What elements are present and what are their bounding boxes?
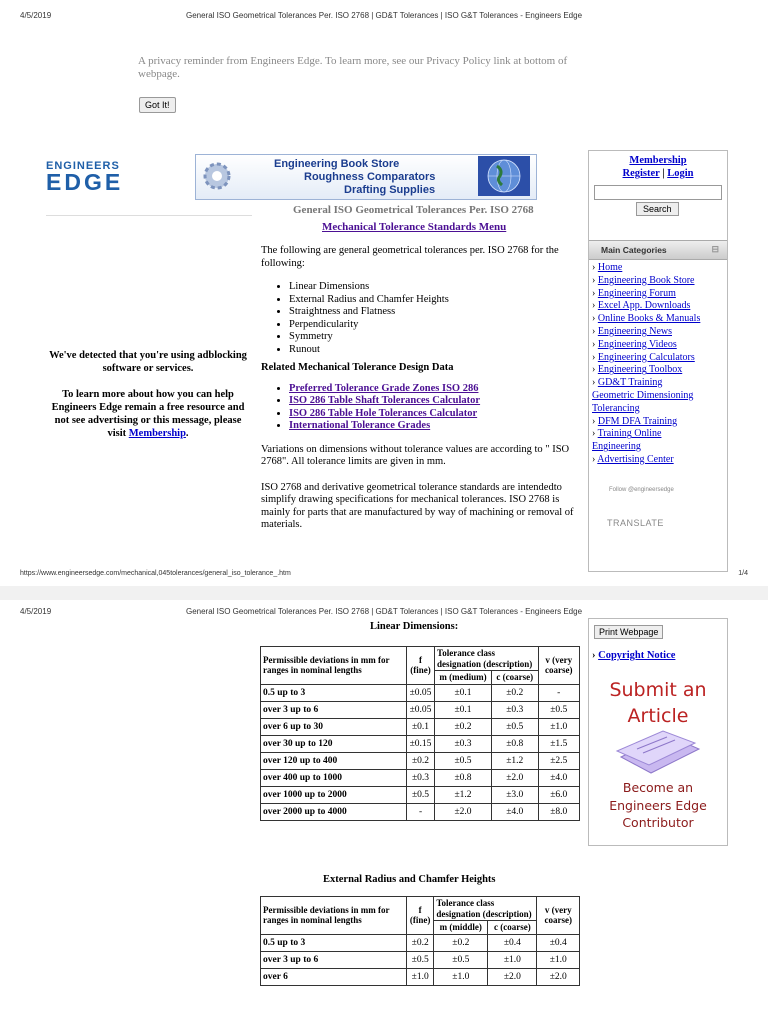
value-cell: ±1.0 bbox=[538, 718, 579, 735]
col-header: f (fine) bbox=[407, 897, 434, 935]
category-link[interactable]: Engineering Forum bbox=[597, 287, 676, 299]
tolerance-menu-link[interactable]: Mechanical Tolerance Standards Menu bbox=[322, 221, 507, 233]
col-header: f (fine) bbox=[407, 647, 435, 685]
divider bbox=[46, 215, 252, 216]
category-item: › Engineering Videos bbox=[592, 338, 677, 350]
value-cell: ±4.0 bbox=[538, 769, 579, 786]
account-links bbox=[589, 151, 727, 180]
category-item: › Engineering Forum bbox=[592, 287, 676, 299]
table-row bbox=[261, 968, 580, 985]
related-links bbox=[261, 383, 579, 433]
value-cell: ±0.2 bbox=[435, 718, 492, 735]
col-header: Tolerance class designation (description) bbox=[434, 897, 537, 921]
table-row bbox=[261, 786, 580, 803]
value-cell: ±0.5 bbox=[491, 718, 538, 735]
value-cell: ±0.1 bbox=[435, 701, 492, 718]
category-item: › Online Books & Manuals bbox=[592, 313, 701, 325]
category-link[interactable]: Excel App. Downloads bbox=[597, 300, 691, 312]
list-item: • External Radius and Chamfer Heights bbox=[289, 294, 579, 307]
category-item: › Advertising Center bbox=[592, 453, 674, 465]
col-header: Tolerance class designation (description) bbox=[435, 647, 538, 671]
category-item bbox=[592, 390, 726, 416]
logo-line2: EDGE bbox=[46, 169, 124, 195]
copyright-item: › Copyright Notice bbox=[592, 650, 676, 661]
category-link[interactable]: Engineering Book Store bbox=[597, 274, 695, 286]
submit-article-heading[interactable] bbox=[589, 677, 727, 729]
related-link[interactable]: ISO 286 Table Hole Tolerances Calculator bbox=[289, 407, 478, 419]
linear-title: Linear Dimensions: bbox=[370, 621, 459, 632]
col-header: c (coarse) bbox=[488, 921, 537, 935]
value-cell: ±0.2 bbox=[491, 684, 538, 701]
category-link[interactable]: DFM DFA Training bbox=[597, 415, 678, 427]
adblock-text: To learn more about how you can help Engineers Edge remain a free resource and not see advertising or this message, please visit bbox=[51, 389, 245, 439]
value-cell: ±0.2 bbox=[407, 934, 434, 951]
collapse-icon[interactable]: ⊟ bbox=[711, 244, 719, 254]
adblock-line2 bbox=[48, 388, 248, 440]
submit-line1: Submit an bbox=[609, 679, 707, 701]
category-link[interactable]: Advertising Center bbox=[597, 453, 674, 465]
banner-line1: Engineering Book Store bbox=[274, 158, 400, 170]
col-header: v (very coarse) bbox=[538, 647, 579, 685]
category-item: › Training Online bbox=[592, 428, 662, 440]
follow-link[interactable]: Follow @engineersedge bbox=[609, 487, 674, 493]
adblock-end: . bbox=[185, 428, 189, 439]
external-table-body bbox=[261, 934, 580, 985]
value-cell: ±0.3 bbox=[491, 701, 538, 718]
category-link[interactable]: Engineering Videos bbox=[597, 338, 677, 350]
table-row bbox=[261, 803, 580, 820]
category-link[interactable]: Engineering Toolbox bbox=[597, 364, 683, 376]
value-cell: ±1.2 bbox=[491, 752, 538, 769]
value-cell: ±0.5 bbox=[435, 752, 492, 769]
translate-label[interactable]: TRANSLATE bbox=[607, 518, 664, 528]
value-cell: ±0.05 bbox=[407, 701, 435, 718]
category-link[interactable]: Geometric Dimensioning Tolerancing bbox=[592, 389, 694, 414]
pdf-page-2 bbox=[0, 600, 768, 1024]
col-header: v (very coarse) bbox=[537, 897, 580, 935]
table-header-row bbox=[261, 897, 580, 921]
value-cell: ±0.5 bbox=[434, 951, 488, 968]
list-item bbox=[289, 408, 579, 421]
col-header: m (middle) bbox=[434, 921, 488, 935]
search-button[interactable]: Search bbox=[636, 202, 679, 216]
value-cell: ±3.0 bbox=[491, 786, 538, 803]
table-row bbox=[261, 735, 580, 752]
range-cell: 0.5 up to 3 bbox=[261, 684, 407, 701]
table-row bbox=[261, 752, 580, 769]
linear-table-body bbox=[261, 684, 580, 820]
category-item: › GD&T Training bbox=[592, 377, 663, 389]
value-cell: ±1.0 bbox=[434, 968, 488, 985]
value-cell: ±0.1 bbox=[435, 684, 492, 701]
list-item bbox=[289, 383, 579, 396]
list-item: • Linear Dimensions bbox=[289, 281, 579, 294]
category-item: › Home bbox=[592, 262, 623, 273]
categories-list bbox=[592, 262, 726, 467]
list-item bbox=[289, 420, 579, 433]
value-cell: ±0.15 bbox=[407, 735, 435, 752]
value-cell: ±4.0 bbox=[491, 803, 538, 820]
category-item: › Engineering Book Store bbox=[592, 274, 695, 286]
range-cell: over 3 up to 6 bbox=[261, 951, 407, 968]
category-item: › DFM DFA Training bbox=[592, 415, 678, 427]
value-cell: ±1.5 bbox=[538, 735, 579, 752]
become-line: Become an bbox=[622, 780, 694, 795]
register-link[interactable]: Register bbox=[622, 168, 660, 179]
sidebar-page2 bbox=[588, 618, 728, 846]
category-link[interactable]: GD&T Training bbox=[597, 377, 663, 389]
value-cell: ±1.0 bbox=[488, 951, 537, 968]
copyright-link[interactable]: Copyright Notice bbox=[598, 650, 676, 661]
got-it-button[interactable]: Got It! bbox=[139, 97, 176, 113]
print-footer bbox=[20, 570, 748, 577]
value-cell: - bbox=[407, 803, 435, 820]
value-cell: ±0.4 bbox=[488, 934, 537, 951]
linear-table bbox=[260, 646, 580, 821]
categories-header bbox=[589, 240, 727, 260]
range-cell: over 30 up to 120 bbox=[261, 735, 407, 752]
value-cell: ±0.8 bbox=[435, 769, 492, 786]
category-item: › Engineering Calculators bbox=[592, 351, 695, 363]
value-cell: ±2.0 bbox=[488, 968, 537, 985]
ad-banner[interactable] bbox=[195, 154, 537, 200]
external-table bbox=[260, 896, 580, 986]
globe-icon bbox=[478, 156, 530, 196]
category-link[interactable]: Engineering bbox=[592, 441, 641, 453]
category-link[interactable]: Online Books & Manuals bbox=[597, 313, 701, 325]
value-cell: ±8.0 bbox=[538, 803, 579, 820]
sidebar bbox=[588, 150, 728, 572]
range-cell: over 6 up to 30 bbox=[261, 718, 407, 735]
value-cell: ±1.2 bbox=[435, 786, 492, 803]
related-link[interactable]: Preferred Tolerance Grade Zones ISO 286 bbox=[289, 382, 479, 394]
membership-link[interactable]: Membership bbox=[128, 428, 186, 439]
category-item: › Engineering Toolbox bbox=[592, 364, 683, 376]
banner-line3: Drafting Supplies bbox=[344, 184, 436, 196]
col-header: m (medium) bbox=[435, 671, 492, 685]
category-link[interactable]: Training Online bbox=[597, 428, 662, 440]
ee-line: Engineers Edge bbox=[609, 797, 707, 813]
category-link[interactable]: Home bbox=[597, 262, 623, 273]
value-cell: - bbox=[538, 684, 579, 701]
range-cell: over 400 up to 1000 bbox=[261, 769, 407, 786]
adblock-notice bbox=[48, 349, 248, 440]
table-row bbox=[261, 769, 580, 786]
topic-list bbox=[261, 281, 579, 356]
related-link[interactable]: ISO 286 Table Shaft Tolerances Calculator bbox=[289, 395, 481, 406]
value-cell: ±0.3 bbox=[407, 769, 435, 786]
category-item: › Excel App. Downloads bbox=[592, 300, 691, 312]
value-cell: ±2.5 bbox=[538, 752, 579, 769]
print-webpage-button[interactable]: Print Webpage bbox=[594, 625, 663, 639]
submit-line2: Article bbox=[627, 705, 689, 727]
col-header: Permissible deviations in mm for ranges in nominal lengths bbox=[261, 647, 407, 685]
gear-icon bbox=[199, 158, 235, 194]
value-cell: ±2.0 bbox=[491, 769, 538, 786]
print-date: 4/5/2019 bbox=[20, 607, 52, 616]
list-item bbox=[289, 395, 579, 408]
logo-line1: ENGINEERS bbox=[46, 160, 120, 172]
separator: | bbox=[659, 168, 668, 179]
category-item: › Engineering News bbox=[592, 325, 672, 337]
range-cell: over 2000 up to 4000 bbox=[261, 803, 407, 820]
table-row bbox=[261, 718, 580, 735]
privacy-reminder: A privacy reminder from Engineers Edge. To learn more, see our Privacy Policy link at bottom of webpage. bbox=[138, 55, 568, 80]
range-cell: 0.5 up to 3 bbox=[261, 934, 407, 951]
table-header-row bbox=[261, 647, 580, 671]
value-cell: ±0.8 bbox=[491, 735, 538, 752]
paragraph: Variations on dimensions without tolerance values are according to " ISO 2768". All tolerance limits are given in mm. bbox=[261, 443, 570, 467]
value-cell: ±1.0 bbox=[407, 968, 434, 985]
list-item: • Perpendicularity bbox=[289, 319, 579, 332]
related-title: Related Mechanical Tolerance Design Data bbox=[261, 362, 454, 373]
categories-title: Main Categories bbox=[601, 245, 667, 255]
login-link[interactable]: Login bbox=[667, 168, 694, 179]
page-number: 1/4 bbox=[738, 570, 748, 577]
list-item: • Symmetry bbox=[289, 331, 579, 344]
value-cell: ±0.5 bbox=[407, 951, 434, 968]
value-cell: ±0.5 bbox=[407, 786, 435, 803]
category-link[interactable]: Engineering Calculators bbox=[597, 351, 695, 363]
table-row bbox=[261, 934, 580, 951]
page-title: General ISO Geometrical Tolerances Per. ISO 2768 bbox=[293, 204, 534, 216]
list-item: • Runout bbox=[289, 344, 579, 357]
value-cell: ±0.1 bbox=[407, 718, 435, 735]
print-title: General ISO Geometrical Tolerances Per. ISO 2768 | GD&T Tolerances | ISO G&T Tolerances - Engineers Edge bbox=[185, 607, 583, 616]
banner-line2: Roughness Comparators bbox=[304, 171, 436, 183]
value-cell: ±1.0 bbox=[537, 951, 580, 968]
adblock-line1: We've detected that you're using adblocking software or services. bbox=[49, 350, 247, 374]
range-cell: over 6 bbox=[261, 968, 407, 985]
paragraph: ISO 2768 and derivative geometrical tolerance standards are intendedto simplify drawing specifications for mechanical tolerances. ISO 2768 is mainly for parts that are manufactured by way of machining or removal of materials. bbox=[261, 481, 574, 530]
value-cell: ±0.2 bbox=[434, 934, 488, 951]
range-cell: over 1000 up to 2000 bbox=[261, 786, 407, 803]
value-cell: ±0.05 bbox=[407, 684, 435, 701]
article-body bbox=[261, 245, 579, 532]
value-cell: ±0.4 bbox=[537, 934, 580, 951]
membership-sidebar-link[interactable]: Membership bbox=[629, 155, 687, 166]
category-item bbox=[592, 441, 726, 454]
print-url: https://www.engineersedge.com/mechanical,045tolerances/general_iso_tolerance_.htm bbox=[20, 570, 291, 577]
contributor-line: Contributor bbox=[622, 815, 694, 830]
table-row bbox=[261, 684, 580, 701]
value-cell: ±2.0 bbox=[435, 803, 492, 820]
value-cell: ±6.0 bbox=[538, 786, 579, 803]
list-item: • Straightness and Flatness bbox=[289, 306, 579, 319]
value-cell: ±2.0 bbox=[537, 968, 580, 985]
external-title: External Radius and Chamfer Heights bbox=[323, 874, 496, 885]
search-input[interactable] bbox=[594, 185, 722, 200]
value-cell: ±0.5 bbox=[538, 701, 579, 718]
papers-icon bbox=[607, 727, 707, 775]
intro-text: The following are general geometrical tolerances per. ISO 2768 for the following: bbox=[261, 245, 559, 269]
table-row bbox=[261, 951, 580, 968]
engineers-edge-logo[interactable] bbox=[46, 160, 146, 195]
value-cell: ±0.3 bbox=[435, 735, 492, 752]
contributor-text bbox=[589, 779, 727, 832]
range-cell: over 120 up to 400 bbox=[261, 752, 407, 769]
col-header: c (coarse) bbox=[491, 671, 538, 685]
print-title: General ISO Geometrical Tolerances Per. ISO 2768 | GD&T Tolerances | ISO G&T Tolerances - Engineers Edge bbox=[185, 11, 583, 20]
related-link[interactable]: International Tolerance Grades bbox=[289, 420, 431, 431]
category-link[interactable]: Engineering News bbox=[597, 325, 672, 337]
range-cell: over 3 up to 6 bbox=[261, 701, 407, 718]
col-header: Permissible deviations in mm for ranges in nominal lengths bbox=[261, 897, 407, 935]
print-date: 4/5/2019 bbox=[20, 11, 52, 20]
value-cell: ±0.2 bbox=[407, 752, 435, 769]
table-row bbox=[261, 701, 580, 718]
